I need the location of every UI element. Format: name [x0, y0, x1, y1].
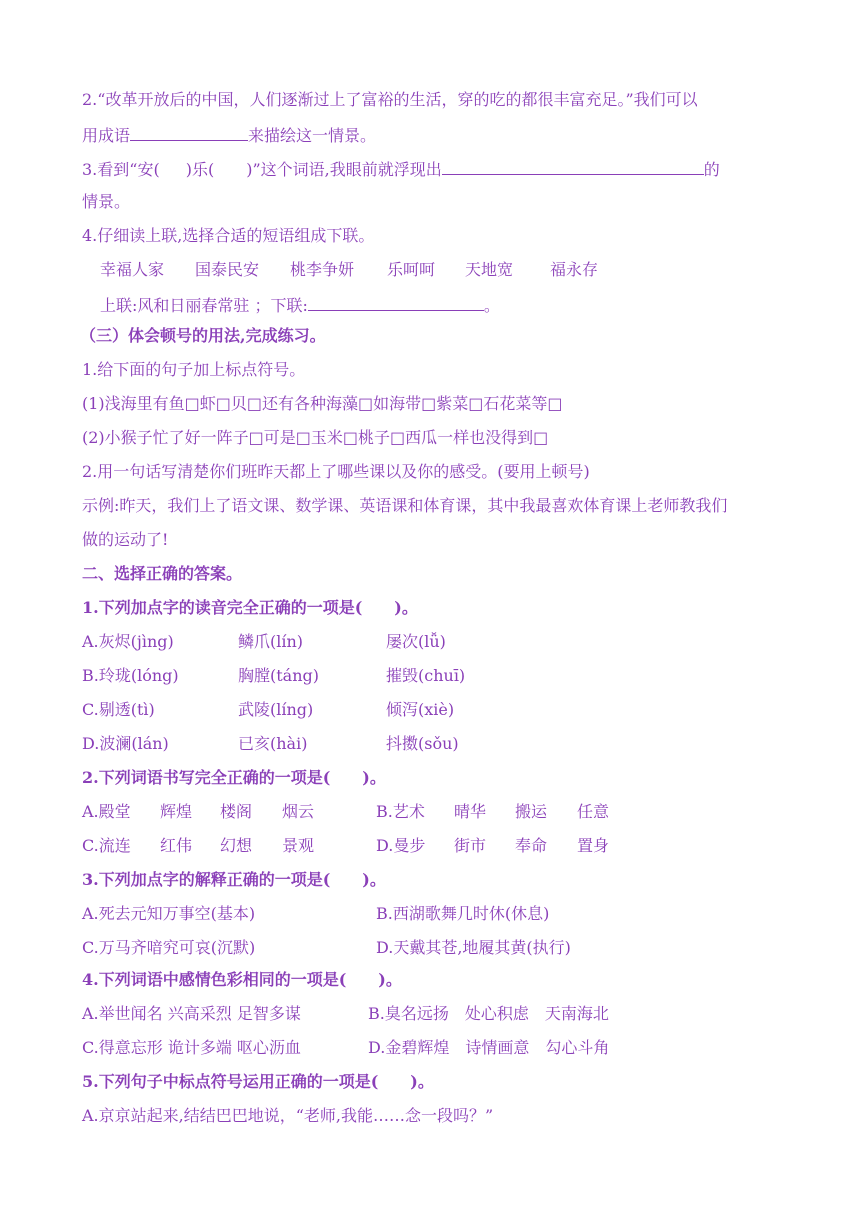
p2q2-b-2: 晴华: [454, 802, 487, 821]
p2q2-a-2: 辉煌: [160, 802, 193, 821]
q4-upper-text: 上联:风和日丽春常驻 ；下联:: [100, 296, 308, 315]
p2q3-option-d: D.天戴其苍,地履其黄(执行): [376, 938, 571, 957]
p2q1-c-3: 倾泻(xiè): [386, 700, 455, 719]
p2q1-a-1: A.灰烬(jìng): [82, 632, 174, 651]
q4-phrase-4: 乐呵呵: [387, 260, 436, 279]
p2q4-option-a: A.举世闻名 兴高采烈 足智多谋: [82, 1004, 301, 1023]
q2-line1: 2.“改革开放后的中国，人们逐渐过上了富裕的生活，穿的吃的都很丰富充足。”我们可以: [82, 90, 698, 109]
p2q1-c-1: C.剔透(tì): [82, 700, 155, 719]
p2q2-b-4: 任意: [577, 802, 610, 821]
p2q3-option-b: B.西湖歌舞几时休(休息): [376, 904, 550, 923]
p2q2-a-1: A.殿堂: [82, 802, 131, 821]
q3-line2: 情景。: [82, 192, 131, 211]
p2q3-option-c: C.万马齐喑究可哀(沉默): [82, 938, 256, 957]
q3-line1: [82, 158, 720, 180]
p2q1-d-1: D.波澜(lán): [82, 734, 169, 753]
p2q1-stem: 1.下列加点字的读音完全正确的一项是( )。: [82, 598, 418, 617]
p2q1-b-2: 胸膛(táng): [238, 666, 320, 685]
q4-phrase-5: 天地宽: [465, 260, 514, 279]
q4-end-text: 。: [483, 296, 500, 315]
section3-p2: 2.用一句话写清楚你们班昨天都上了哪些课以及你的感受。(要用上顿号): [82, 462, 590, 481]
q4-phrase-2: 国泰民安: [195, 260, 260, 279]
p2q4-stem: 4.下列词语中感情色彩相同的一项是( )。: [82, 970, 402, 989]
q4-couplet-line: [100, 294, 500, 316]
p2q2-stem: 2.下列词语书写完全正确的一项是( )。: [82, 768, 386, 787]
p2q2-a-4: 烟云: [282, 802, 315, 821]
p2q1-d-3: 抖擞(sǒu): [386, 734, 459, 753]
section3-s2: (2)小猴子忙了好一阵子□可是□玉米□桃子□西瓜一样也没得到□: [82, 428, 549, 447]
q3-text-d: 的: [703, 160, 720, 179]
q3-text-b: )乐(: [185, 160, 215, 179]
p2q5-option-a: A.京京站起来,结结巴巴地说，“老师,我能……念一段吗？”: [82, 1106, 494, 1125]
q4-title: 4.仔细读上联,选择合适的短语组成下联。: [82, 226, 375, 245]
q4-phrase-3: 桃李争妍: [290, 260, 355, 279]
section3-s1: (1)浅海里有鱼□虾□贝□还有各种海藻□如海带□紫菜□石花菜等□: [82, 394, 563, 413]
p2q2-d-4: 置身: [577, 836, 610, 855]
part2-title: 二、选择正确的答案。: [82, 564, 243, 583]
q2-text-b: 来描绘这一情景。: [248, 126, 377, 145]
p2q2-c-2: 红伟: [160, 836, 193, 855]
p2q1-a-2: 鳞爪(lín): [238, 632, 304, 651]
q4-phrase-1: 幸福人家: [100, 260, 165, 279]
q4-answer-blank[interactable]: [308, 294, 484, 311]
section3-example-line1: 示例:昨天，我们上了语文课、数学课、英语课和体育课，其中我最喜欢体育课上老师教我们: [82, 496, 728, 515]
p2q3-option-a: A.死去元知万事空(基本): [82, 904, 256, 923]
p2q2-c-3: 幻想: [220, 836, 253, 855]
p2q1-c-2: 武陵(líng): [238, 700, 314, 719]
p2q2-d-3: 奉命: [515, 836, 548, 855]
p2q1-b-3: 摧毁(chuī): [386, 666, 466, 685]
q2-text-a: 用成语: [82, 126, 131, 145]
p2q1-d-2: 已亥(hài): [238, 734, 308, 753]
q3-answer-blank[interactable]: [442, 158, 704, 175]
q4-phrase-6: 福永存: [550, 260, 599, 279]
p2q2-d-2: 街市: [454, 836, 487, 855]
q2-line2: [82, 124, 376, 146]
p2q2-c-4: 景观: [282, 836, 315, 855]
q2-answer-blank[interactable]: [130, 124, 248, 141]
p2q4-option-b: B.臭名远扬 处心积虑 天南海北: [368, 1004, 609, 1023]
p2q4-option-d: D.金碧辉煌 诗情画意 勾心斗角: [368, 1038, 610, 1057]
p2q2-a-3: 楼阁: [220, 802, 253, 821]
p2q3-stem: 3.下列加点字的解释正确的一项是( )。: [82, 870, 386, 889]
p2q5-stem: 5.下列句子中标点符号运用正确的一项是( )。: [82, 1072, 434, 1091]
p2q1-a-3: 屡次(lǚ): [386, 632, 446, 651]
section3-title: （三）体会顿号的用法,完成练习。: [80, 326, 326, 345]
p2q1-b-1: B.玲珑(lóng): [82, 666, 179, 685]
p2q4-option-c: C.得意忘形 诡计多端 呕心沥血: [82, 1038, 301, 1057]
section3-example-line2: 做的运动了!: [82, 530, 169, 549]
q3-text-a: 3.看到“安(: [82, 160, 160, 179]
p2q2-d-1: D.曼步: [376, 836, 426, 855]
p2q2-c-1: C.流连: [82, 836, 131, 855]
q3-text-c: )”这个词语,我眼前就浮现出: [246, 160, 442, 179]
p2q2-b-1: B.艺术: [376, 802, 425, 821]
section3-p1: 1.给下面的句子加上标点符号。: [82, 360, 306, 379]
p2q2-b-3: 搬运: [515, 802, 548, 821]
